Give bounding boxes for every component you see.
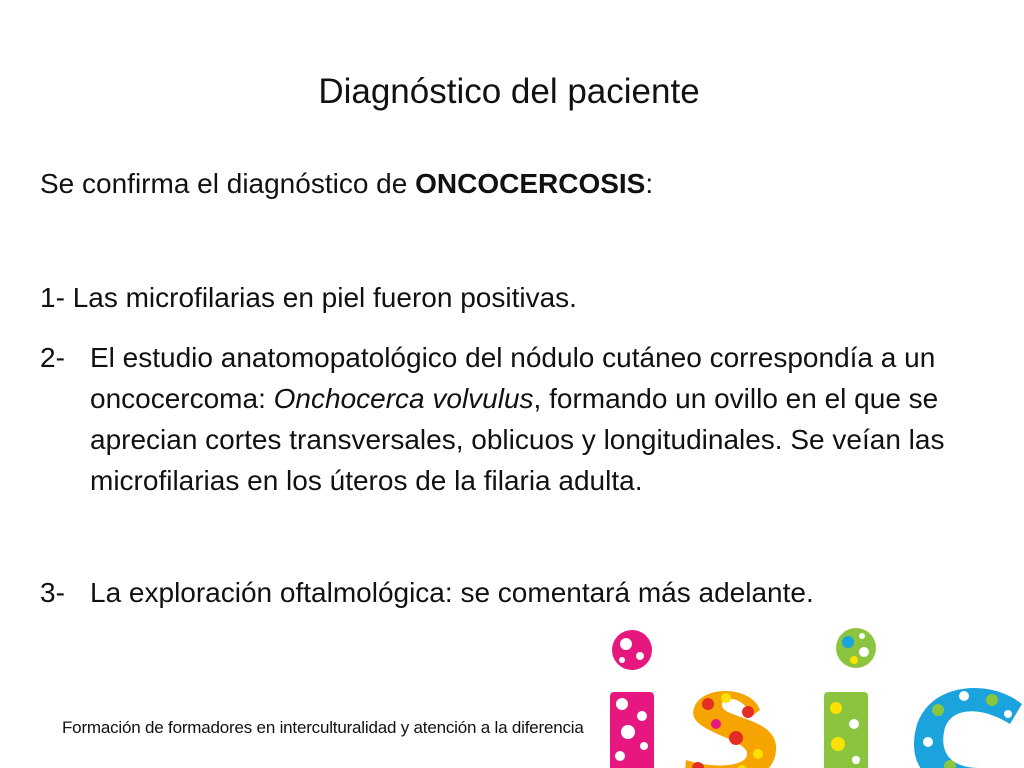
logo-letter-i-1	[598, 680, 668, 768]
intro-prefix: Se confirma el diagnóstico de	[40, 168, 416, 199]
intro-suffix: :	[645, 168, 654, 199]
logo-letter-s	[684, 691, 776, 768]
item-text	[90, 337, 990, 501]
logo-letter-i-dot-2	[836, 628, 876, 668]
logo-letter-i-dot-1	[612, 630, 652, 670]
item-number: 1-	[40, 282, 73, 313]
species-name: Onchocerca volvulus	[273, 383, 534, 414]
item-text: La exploración oftalmológica: se comentará más adelante.	[90, 577, 814, 608]
isic-logo	[598, 620, 1024, 768]
item-number: 2-	[40, 342, 65, 373]
item-text-before: El estudio anatomopatológico del nódulo cutáneo correspondía a un oncocercoma:	[90, 342, 936, 414]
finding-item-1	[40, 277, 577, 318]
slide-title: Diagnóstico del paciente	[318, 72, 700, 111]
item-number: 3-	[40, 577, 65, 608]
item-text: Las microfilarias en piel fueron positivas.	[72, 282, 577, 313]
footer-text: Formación de formadores en interculturalidad y atención a la diferencia	[62, 718, 584, 737]
item-text-after: , formando un ovillo en el que se aprecian cortes transversales, oblicuos y longitudinales. Se veían las microfilarias en los úteros de la filaria adulta.	[90, 383, 945, 496]
diagnosis-name: ONCOCERCOSIS	[415, 168, 646, 199]
logo-letter-i-2	[818, 680, 878, 768]
finding-item-2	[40, 337, 990, 501]
logo-letter-c	[914, 688, 1022, 768]
finding-item-3	[40, 572, 814, 613]
diagnosis-intro	[40, 168, 653, 200]
